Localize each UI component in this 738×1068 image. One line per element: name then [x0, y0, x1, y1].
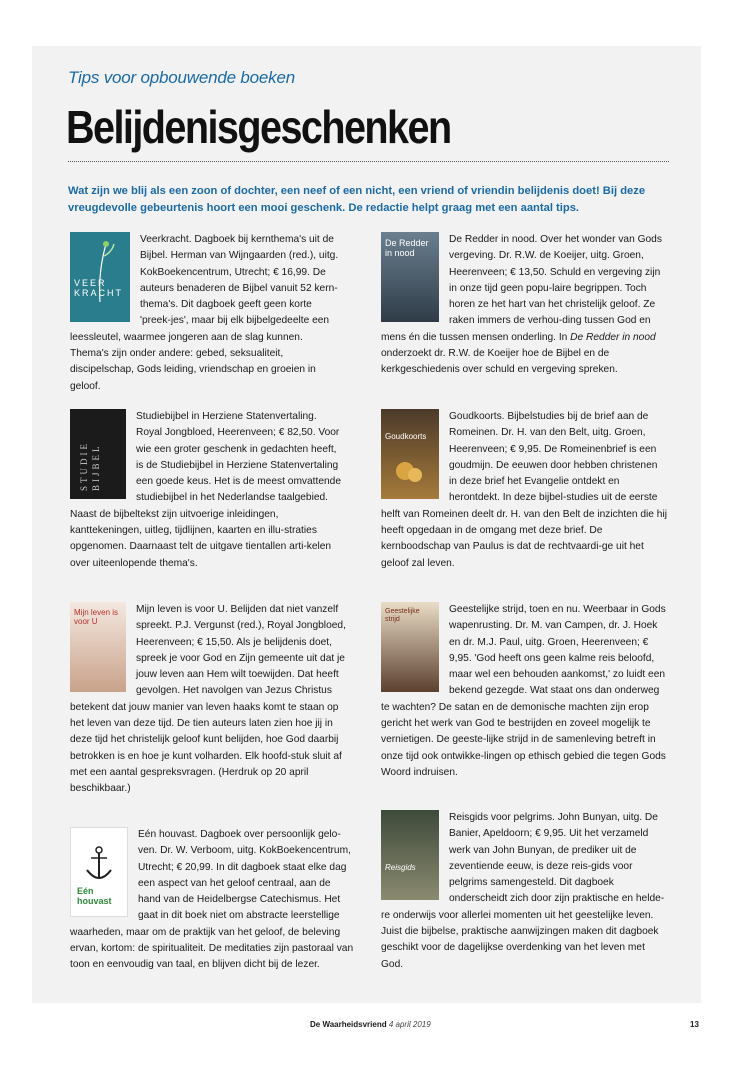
- cover-title: Eén houvast: [77, 886, 112, 906]
- book-entry: [70, 827, 355, 974]
- book-entry: [70, 409, 342, 572]
- book-entry: [70, 602, 355, 798]
- plant-icon: [70, 232, 130, 322]
- dotted-divider: [68, 161, 669, 162]
- book-cover: [381, 602, 439, 692]
- cover-title: STUDIE BIJBEL: [79, 441, 101, 491]
- page-title: Belijdenisgeschenken: [66, 101, 451, 153]
- magazine-name: De Waarheidsvriend: [310, 1020, 387, 1029]
- book-text: Studiebijbel in Herziene Statenvertaling. Royal Jongbloed, Heerenveen; € 82,50. Voor wie een groter geschenk in gedachten heeft, is de Studiebijbel in Herziene Statenvertaling een goede keus. Het is de meest omvattende studiebijbel in het Nederlandse taalgebied. Naast de bijbeltekst zijn uitvoerige inleidingen, kanttekeningen, uitleg, tijdlijnen, kaarten en illu-straties opgenomen. Daarnaast telt de uitgave tientallen arti-kelen over uiteenlopende thema's.: [70, 411, 342, 569]
- issue-date: 4 april 2019: [388, 1020, 431, 1029]
- book-text: Mijn leven is voor U. Belijden dat niet vanzelf spreekt. P.J. Vergunst (red.), Royal Jongbloed, Heerenveen; € 15,50. Als je belijdenis doet, spreek je voor God en Zijn gemeente uit dat je jouw leven aan Hem wilt toewijden. Dat heeft gevolgen. Het navolgen van Jezus Christus betekent dat jouw manier van leven haaks komt te staan op het leven van deze tijd. De tien auteurs laten zien hoe jij in deze tijd het christelijk geloof kunt belijden, hoe God daarbij betrokken is en hoe je kunt volharden. Elk hoofd-stuk sluit af met een aantal gespreksvragen. (Herdruk op 20 april beschikbaar.): [70, 604, 346, 795]
- book-cover: [381, 232, 439, 322]
- book-cover: [381, 409, 439, 499]
- book-text: Veerkracht. Dagboek bij kernthema's uit de Bijbel. Herman van Wijngaarden (red.), uitg. KokBoekencentrum, Utrecht; € 16,99. De auteurs benaderen de Bijbel vanuit 52 kern-thema's. Dit dagboek geeft geen korte 'preek-jes', maar bij elk bijbelgedeelte een leessleutel, waarmee jongeren aan de slag kunnen. Thema's zijn onder andere: gebed, seksualiteit, discipelschap, Gods leiding, vriendschap en groeien in geloof.: [70, 234, 339, 392]
- book-entry: [381, 602, 668, 781]
- book-cover: [70, 232, 130, 322]
- book-entry: [70, 232, 342, 395]
- book-text: De Redder in nood. Over het wonder van Gods vergeving. Dr. R.W. de Koeijer, uitg. Groen, Heerenveen; € 13,50. Schuld en vergeving zijn in onze tijd geen popu-laire begrippen. Toch horen ze het hart van het christelijk geloof. Ze raken immers de verhou-ding tussen God en mens én die tussen mensen onderling. In De Redder in nood onderzoekt dr. R.W. de Koeijer hoe de Bijbel en de kerkgeschiedenis over schuld en vergeving spreken.: [381, 234, 662, 376]
- book-text: Goudkoorts. Bijbelstudies bij de brief aan de Romeinen. Dr. H. van den Belt, uitg. Groen, Heerenveen; € 9,95. De Romeinenbrief is een goudmijn. De eeuwen door hebben christenen in deze brief het Evangelie ontdekt en herontdekt. In deze bijbel-studies uit de eerste helft van Romeinen deelt dr. H. van den Belt de inzichten die hij heeft opgedaan in de omgang met deze brief. De kernboodschap van Paulus is dat de rechtvaardi-ge uit het geloof zal leven.: [381, 411, 667, 569]
- book-cover: [381, 810, 439, 900]
- cover-title: Goudkoorts: [385, 432, 427, 441]
- book-entry: [381, 232, 668, 379]
- footer-credit: [310, 1020, 431, 1029]
- gold-nuggets-icon: [381, 409, 439, 499]
- book-entry: [381, 409, 668, 572]
- cover-title: Reisgids: [385, 863, 416, 872]
- book-text: Reisgids voor pelgrims. John Bunyan, uitg. De Banier, Apeldoorn; € 9,95. Uit het verzameld werk van John Bunyan, de prediker uit de zeventiende eeuw, is deze reis-gids voor pelgrims samengesteld. Dit dagboek onderscheidt zich door zijn praktische en helde-re onderwijs voor allerlei momenten uit het geestelijke leven. Juist die bijbelse, praktische aanwijzingen maken dit dagboek geschikt voor de dagelijkse overdenking van het leven met God.: [381, 812, 665, 970]
- book-text: Eén houvast. Dagboek over persoonlijk gelo-ven. Dr. W. Verboom, uitg. KokBoekencentrum, Utrecht; € 20,99. In dit dagboek staat elke dag een aspect van het geloof centraal, aan de hand van de Heidelbergse Catechismus. Het gaat in dit boek niet om abstracte leerstellige waarheden, maar om de praktijk van het geloof, de beleving ervan, kortom: de spiritualiteit. De meditaties zijn pastoraal van toon en eenvoudig van taal, en blijven dicht bij de lezer.: [70, 829, 354, 971]
- book-cover: [70, 409, 126, 499]
- page-number: 13: [690, 1020, 699, 1029]
- cover-title: De Redder in nood: [385, 238, 429, 258]
- cover-title: Geestelijke strijd: [385, 608, 420, 623]
- cover-title: Mijn leven is voor U: [74, 608, 119, 626]
- book-cover: [70, 827, 128, 917]
- section-kicker: Tips voor opbouwende boeken: [68, 68, 295, 87]
- intro-text: Wat zijn we blij als een zoon of dochter, een neef of een nicht, een vriend of vriendin belijdenis doet! Bij deze vreugdevolle gebeurtenis hoort een mooi geschenk. De redactie helpt graag met een aantal tips.: [68, 185, 646, 214]
- book-entry: [381, 810, 668, 973]
- cover-title: VEER KRACHT: [74, 278, 124, 298]
- book-text: Geestelijke strijd, toen en nu. Weerbaar in Gods wapenrusting. Dr. M. van Campen, dr. J. Hoek en dr. M.J. Paul, uitg. Groen, Heerenveen; € 9,95. 'God heeft ons geen kalme reis beloofd, maar wel een behouden aankomst,' zo luidt een bekend gezegde. Wat staat ons dan onderweg te wachten? De satan en de demonische machten zijn erop gericht het werk van God te bestrijden en zoveel mogelijk te vernietigen. De geeste-lijke strijd in de samenleving betreft in onze tijd ook ontwikke-lingen op ethisch gebied die tegen Gods Woord indruisen.: [381, 604, 666, 778]
- book-cover: [70, 602, 126, 692]
